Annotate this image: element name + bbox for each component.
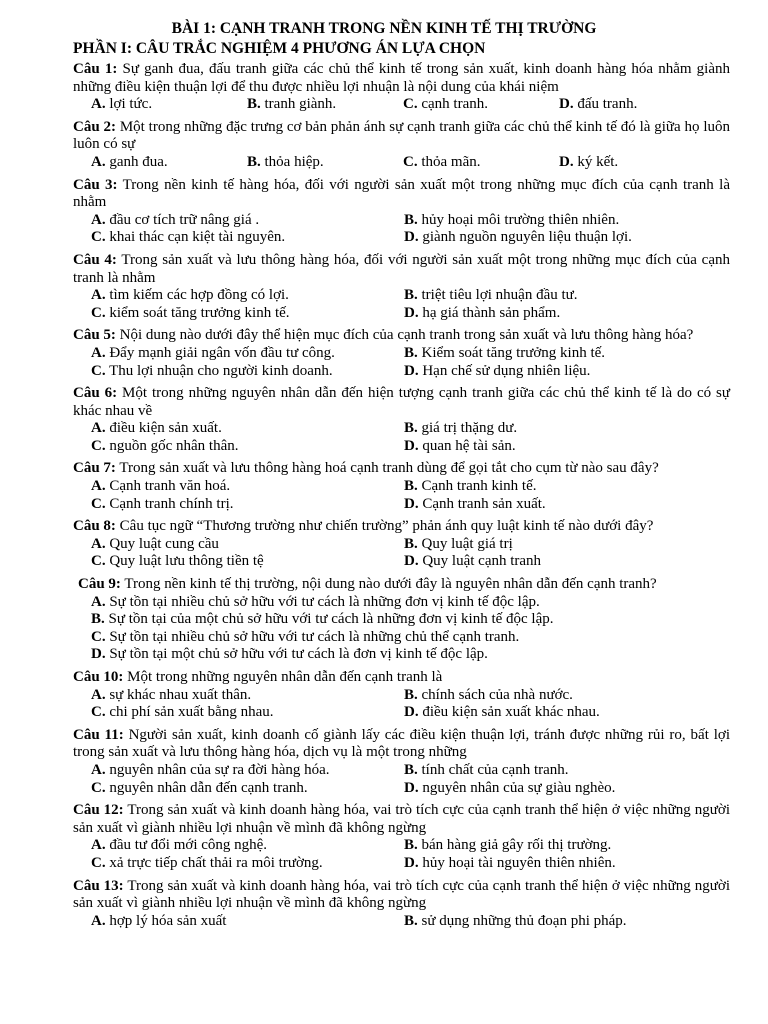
- option-text: hợp lý hóa sản xuất: [109, 912, 227, 929]
- option-label: A.: [91, 96, 106, 113]
- question-text: Trong nền kinh tế hàng hóa, đối với người sản xuất một trong những mục đích của cạnh tranh là nhằm: [73, 176, 730, 211]
- answer-option-d: [404, 855, 730, 873]
- option-text: Quy luật lưu thông tiền tệ: [109, 553, 264, 570]
- question-label: Câu 4:: [73, 251, 117, 268]
- question-text: Trong sản xuất và lưu thông hàng hoá cạnh tranh dùng để gọi tắt cho cụm từ nào sau đây?: [119, 460, 659, 477]
- question-label: Câu 13:: [73, 877, 124, 894]
- answer-option-b: [404, 837, 730, 855]
- option-label: A.: [91, 420, 106, 437]
- answer-option-d: [404, 496, 730, 514]
- option-label: B.: [404, 478, 418, 495]
- option-text: điều kiện sản xuất khác nhau.: [422, 704, 600, 721]
- option-label: D.: [404, 437, 419, 454]
- question-label: Câu 1:: [73, 61, 118, 77]
- option-label: B.: [91, 611, 105, 628]
- question-label: Câu 12:: [73, 802, 124, 819]
- answer-option-d: [91, 646, 730, 664]
- answer-option-a: [91, 287, 404, 305]
- option-label: C.: [91, 553, 106, 570]
- option-text: tranh giành.: [264, 96, 337, 113]
- question-text: Nội dung nào dưới đây thể hiện mục đích của cạnh tranh trong sản xuất và lưu thông hàng hóa?: [119, 327, 694, 344]
- option-text: hạ giá thành sản phẩm.: [422, 304, 561, 321]
- question-12: [73, 802, 730, 872]
- option-list: [73, 594, 730, 664]
- option-label: B.: [404, 344, 418, 361]
- option-label: D.: [404, 553, 419, 570]
- option-text: Cạnh tranh kinh tế.: [421, 478, 537, 495]
- option-label: A.: [91, 761, 106, 778]
- answer-option-b: [404, 287, 730, 305]
- option-label: D.: [404, 854, 419, 871]
- document-title: BÀI 1: CẠNH TRANH TRONG NỀN KINH TẾ THỊ TRƯỜNG: [171, 20, 597, 37]
- question-5: [73, 327, 730, 380]
- option-text: đầu cơ tích trữ nâng giá .: [109, 211, 260, 228]
- option-label: D.: [559, 96, 574, 113]
- option-label: A.: [91, 535, 106, 552]
- option-list: [73, 212, 730, 247]
- question-stem: [73, 669, 730, 687]
- question-text: Người sản xuất, kinh doanh cố giành lấy các điều kiện thuận lợi, tránh được những rủi ro, bất lợi trong sản xuất và lưu thông hàng hóa, dịch vụ là một trong những: [73, 726, 731, 761]
- option-label: B.: [404, 535, 418, 552]
- option-text: thỏa mãn.: [421, 153, 481, 170]
- option-label: B.: [404, 287, 418, 304]
- option-label: C.: [91, 628, 106, 645]
- option-text: Quy luật cạnh tranh: [422, 553, 542, 570]
- question-stem: [73, 727, 730, 762]
- question-stem: [73, 385, 730, 420]
- answer-option-a: [91, 345, 404, 363]
- question-4: [73, 252, 730, 322]
- option-label: C.: [91, 779, 106, 796]
- option-text: đấu tranh.: [577, 96, 638, 113]
- option-label: C.: [91, 362, 106, 379]
- answer-option-a: [91, 420, 404, 438]
- question-text: Một trong những nguyên nhân dẫn đến cạnh tranh là: [127, 669, 443, 685]
- question-stem: [73, 119, 730, 154]
- question-label: Câu 8:: [73, 518, 116, 535]
- answer-option-c: [403, 96, 559, 114]
- question-7: [73, 460, 730, 513]
- answer-option-a: [91, 154, 247, 172]
- answer-option-c: [91, 438, 404, 456]
- option-text: tính chất của cạnh tranh.: [421, 761, 569, 778]
- option-label: A.: [91, 344, 106, 361]
- question-label: Câu 9:: [78, 576, 121, 593]
- option-label: C.: [91, 229, 106, 246]
- option-text: quan hệ tài sản.: [422, 437, 516, 454]
- question-10: [73, 669, 730, 722]
- option-text: Quy luật cung cầu: [109, 535, 219, 552]
- option-text: giành nguồn nguyên liệu thuận lợi.: [422, 229, 632, 246]
- answer-option-c: [91, 363, 404, 381]
- option-label: D.: [404, 229, 419, 246]
- question-3: [73, 177, 730, 247]
- option-label: C.: [403, 153, 418, 170]
- option-list: [73, 837, 730, 872]
- option-list: [73, 762, 730, 797]
- question-label: Câu 11:: [73, 726, 124, 743]
- answer-option-d: [404, 229, 730, 247]
- question-text: Câu tục ngữ “Thương trường như chiến trường” phản ánh quy luật kinh tế nào dưới đây?: [119, 518, 654, 535]
- option-label: D.: [91, 646, 106, 663]
- option-label: A.: [91, 593, 106, 610]
- option-label: C.: [403, 96, 418, 113]
- option-text: triệt tiêu lợi nhuận đầu tư.: [421, 287, 578, 304]
- option-text: chính sách của nhà nước.: [421, 686, 573, 703]
- option-text: nguyên nhân của sự giàu nghèo.: [422, 779, 616, 796]
- option-text: Hạn chế sử dụng nhiên liệu.: [422, 362, 591, 379]
- answer-option-b: [404, 212, 730, 230]
- answer-option-b: [247, 154, 403, 172]
- question-stem: [73, 576, 730, 594]
- option-text: giá trị thặng dư.: [421, 420, 518, 437]
- question-stem: [73, 61, 730, 96]
- option-label: A.: [91, 153, 106, 170]
- question-text: Trong sản xuất và kinh doanh hàng hóa, vai trò tích cực của cạnh tranh thể hiện ở việc những người sản xuất vì giành nhiều lợi nhuận về mình đã không ngừng: [73, 877, 730, 912]
- option-label: B.: [404, 912, 418, 929]
- option-text: sự khác nhau xuất thân.: [109, 686, 252, 703]
- answer-option-c: [91, 305, 404, 323]
- option-text: tìm kiếm các hợp đồng có lợi.: [109, 287, 289, 304]
- answer-option-d: [404, 305, 730, 323]
- question-label: Câu 6:: [73, 385, 118, 402]
- answer-option-a: [91, 762, 404, 780]
- part-heading: PHẦN I: CÂU TRẮC NGHIỆM 4 PHƯƠNG ÁN LỰA CHỌN: [73, 40, 486, 57]
- question-2: [73, 119, 730, 172]
- answer-option-c: [91, 855, 404, 873]
- option-text: nguyên nhân dẫn đến cạnh tranh.: [109, 779, 308, 796]
- question-label: Câu 7:: [73, 460, 116, 477]
- answer-option-b: [404, 687, 730, 705]
- question-label: Câu 2:: [73, 118, 116, 135]
- answer-option-a: [91, 96, 247, 114]
- option-text: ganh đua.: [109, 153, 168, 170]
- option-text: kiểm soát tăng trưởng kinh tế.: [109, 304, 290, 321]
- answer-option-a: [91, 536, 404, 554]
- option-label: C.: [91, 704, 106, 721]
- answer-option-d: [404, 438, 730, 456]
- option-text: Thu lợi nhuận cho người kinh doanh.: [109, 362, 333, 379]
- option-label: A.: [91, 211, 106, 228]
- option-text: điều kiện sản xuất.: [109, 420, 222, 437]
- answer-option-c: [91, 704, 404, 722]
- option-list: [73, 96, 730, 114]
- option-list: [73, 913, 730, 931]
- question-stem: [73, 802, 730, 837]
- question-label: Câu 10:: [73, 669, 124, 685]
- option-label: B.: [404, 420, 418, 437]
- answer-option-c: [91, 496, 404, 514]
- option-label: D.: [404, 779, 419, 796]
- answer-option-c: [91, 229, 404, 247]
- option-label: B.: [404, 837, 418, 854]
- answer-option-c: [403, 154, 559, 172]
- question-text: Một trong những đặc trưng cơ bản phản ánh sự cạnh tranh giữa các chủ thể kinh tế đó là giữa họ luôn luôn có sự: [73, 118, 730, 153]
- option-text: Sự tồn tại nhiều chủ sở hữu với tư cách là những đơn vị kinh tế độc lập.: [109, 593, 540, 610]
- option-label: B.: [247, 153, 261, 170]
- question-text: Trong sản xuất và kinh doanh hàng hóa, vai trò tích cực của cạnh tranh thể hiện ở việc những người sản xuất vì giành nhiều lợi nhuận về mình đã không ngừng: [73, 802, 730, 836]
- answer-option-d: [559, 96, 730, 114]
- option-list: [73, 536, 730, 571]
- option-label: D.: [559, 153, 574, 170]
- option-text: Sự tồn tại một chủ sở hữu với tư cách là đơn vị kinh tế độc lập.: [109, 646, 488, 663]
- question-stem: [73, 460, 730, 478]
- option-list: [73, 420, 730, 455]
- question-list: [0, 61, 768, 930]
- option-label: A.: [91, 287, 106, 304]
- answer-option-d: [404, 553, 730, 571]
- answer-option-b: [247, 96, 403, 114]
- option-label: C.: [91, 437, 106, 454]
- option-label: B.: [404, 761, 418, 778]
- question-text: Trong nền kinh tế thị trường, nội dung nào dưới đây là nguyên nhân dẫn đến cạnh tranh?: [124, 576, 657, 593]
- question-label: Câu 3:: [73, 176, 118, 193]
- option-text: chi phí sản xuất bằng nhau.: [109, 704, 274, 721]
- option-label: D.: [404, 362, 419, 379]
- option-text: Quy luật giá trị: [421, 535, 513, 552]
- question-text: Trong sản xuất và lưu thông hàng hóa, đối với người sản xuất một trong những mục đích của cạnh tranh là nhằm: [73, 251, 730, 286]
- option-text: Sự tồn tại nhiều chủ sở hữu với tư cách là những chủ thể cạnh tranh.: [109, 628, 520, 645]
- question-9: [73, 576, 730, 664]
- option-text: hủy hoại tài nguyên thiên nhiên.: [422, 854, 616, 871]
- option-text: nguyên nhân của sự ra đời hàng hóa.: [109, 761, 330, 778]
- option-label: B.: [404, 686, 418, 703]
- option-text: hủy hoại môi trường thiên nhiên.: [421, 211, 620, 228]
- option-label: D.: [404, 704, 419, 721]
- option-label: A.: [91, 912, 106, 929]
- option-text: cạnh tranh.: [421, 96, 488, 113]
- answer-option-a: [91, 837, 404, 855]
- option-label: B.: [404, 211, 418, 228]
- question-6: [73, 385, 730, 455]
- option-label: C.: [91, 854, 106, 871]
- question-stem: [73, 177, 730, 212]
- option-text: đầu tư đổi mới công nghệ.: [109, 837, 268, 854]
- answer-option-b: [404, 420, 730, 438]
- answer-option-d: [404, 363, 730, 381]
- question-text: Sự ganh đua, đấu tranh giữa các chủ thể kinh tế trong sản xuất, kinh doanh hàng hóa nhằm giành những điều kiện thuận lợi để thu được nhiều lợi nhuận là nội dung của khái niệm: [73, 61, 731, 95]
- option-text: Sự tồn tại của một chủ sở hữu với tư cách là những đơn vị kinh tế độc lập.: [108, 611, 554, 628]
- answer-option-b: [404, 762, 730, 780]
- question-label: Câu 5:: [73, 327, 116, 344]
- option-text: Đẩy mạnh giải ngân vốn đầu tư công.: [109, 344, 335, 361]
- answer-option-b: [91, 611, 730, 629]
- answer-option-b: [404, 478, 730, 496]
- option-label: D.: [404, 304, 419, 321]
- question-13: [73, 878, 730, 931]
- option-text: thỏa hiệp.: [264, 153, 324, 170]
- answer-option-d: [404, 704, 730, 722]
- question-stem: [73, 518, 730, 536]
- answer-option-d: [404, 780, 730, 798]
- option-text: sử dụng những thủ đoạn phi pháp.: [421, 912, 627, 929]
- option-label: B.: [247, 96, 261, 113]
- option-list: [73, 287, 730, 322]
- answer-option-a: [91, 594, 730, 612]
- answer-option-a: [91, 687, 404, 705]
- option-text: Kiểm soát tăng trưởng kinh tế.: [421, 344, 606, 361]
- option-text: ký kết.: [577, 153, 619, 170]
- answer-option-a: [91, 212, 404, 230]
- question-1: [73, 61, 730, 114]
- question-8: [73, 518, 730, 571]
- option-label: A.: [91, 686, 106, 703]
- question-stem: [73, 252, 730, 287]
- question-stem: [73, 327, 730, 345]
- option-text: xả trực tiếp chất thải ra môi trường.: [109, 854, 323, 871]
- answer-option-c: [91, 780, 404, 798]
- option-text: lợi tức.: [109, 96, 153, 113]
- option-list: [73, 154, 730, 172]
- option-text: nguồn gốc nhân thân.: [109, 437, 239, 454]
- answer-option-d: [559, 154, 730, 172]
- option-text: Cạnh tranh văn hoá.: [109, 478, 231, 495]
- option-text: Cạnh tranh chính trị.: [109, 495, 234, 512]
- option-list: [73, 345, 730, 380]
- answer-option-c: [91, 553, 404, 571]
- option-text: Cạnh tranh sản xuất.: [422, 495, 546, 512]
- option-label: C.: [91, 304, 106, 321]
- option-list: [73, 478, 730, 513]
- answer-option-c: [91, 629, 730, 647]
- question-11: [73, 727, 730, 797]
- option-list: [73, 687, 730, 722]
- answer-option-a: [91, 913, 404, 931]
- option-text: bán hàng giả gây rối thị trường.: [421, 837, 612, 854]
- answer-option-b: [404, 345, 730, 363]
- answer-option-b: [404, 913, 730, 931]
- option-label: C.: [91, 495, 106, 512]
- option-label: A.: [91, 837, 106, 854]
- option-text: khai thác cạn kiệt tài nguyên.: [109, 229, 286, 246]
- answer-option-b: [404, 536, 730, 554]
- question-stem: [73, 878, 730, 913]
- option-label: D.: [404, 495, 419, 512]
- option-label: A.: [91, 478, 106, 495]
- question-text: Một trong những nguyên nhân dẫn đến hiện tượng cạnh tranh giữa các chủ thể kinh tế là do có sự khác nhau về: [73, 385, 731, 419]
- answer-option-a: [91, 478, 404, 496]
